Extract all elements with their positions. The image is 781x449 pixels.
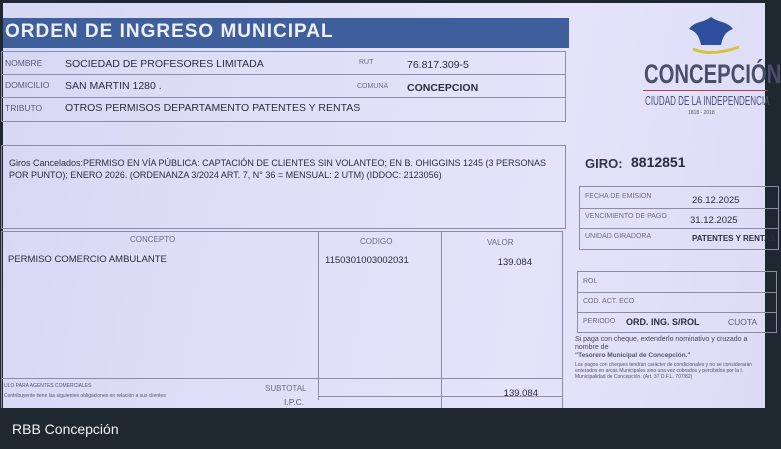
rol-box (577, 271, 777, 333)
fecha-label: FECHA DE EMISION (585, 193, 652, 200)
subtotal-value: 139.084 (503, 388, 538, 399)
footer-note: ULO PARA AGENTES COMERCIALES (4, 383, 92, 389)
payment-notes (575, 336, 761, 380)
domicilio-value: SAN MARTIN 1280 . (65, 80, 162, 92)
cod-act-label: COD. ACT. ECO (583, 298, 635, 305)
document-photo (3, 3, 781, 408)
nombre-value: SOCIEDAD DE PROFESORES LIMITADA (65, 58, 264, 70)
cheque-note: Si paga con cheque, extenderlo nominativo y cruzado a nombre de (575, 336, 748, 351)
rut-value: 76.817.309-5 (407, 59, 469, 71)
ipc-label: I.P.C. (284, 397, 305, 407)
unidad-label: UNIDAD GIRADORA (585, 233, 652, 240)
unidad-value: PATENTES Y RENTAS (692, 234, 776, 243)
tributo-value: OTROS PERMISOS DEPARTAMENTO PATENTES Y RENTAS (65, 102, 361, 114)
tesorero-note: "Tesorero Municipal de Concepción." (575, 352, 691, 359)
dates-box (579, 186, 779, 250)
comuna-value: CONCEPCION (407, 82, 479, 94)
header-codigo: CODIGO (360, 237, 393, 246)
giro-label: GIRO: (585, 156, 623, 171)
row-valor: 139.084 (497, 257, 532, 268)
tributo-label: TRIBUTO (5, 103, 43, 113)
eagle-icon (681, 15, 741, 55)
periodo-value: ORD. ING. S/ROL (626, 317, 700, 327)
rol-label: ROL (583, 278, 598, 285)
concepcion-logo (643, 13, 781, 123)
subtotal-label: SUBTOTAL (265, 384, 307, 393)
legal-note: Los pagos con cheques tendrán carácter de condicionales y no se considerarán enterados en arcas Municipales sino una vez cobrados y percibidos por la I. Municipalidad de Concepción. (Art. 37 D.F.L. 707/82) (575, 362, 753, 380)
image-caption: RBB Concepción (0, 408, 768, 449)
venc-value: 31.12.2025 (690, 215, 738, 226)
concept-table (1, 231, 563, 421)
footer-note-2: Contribuyente tiene las siguientes obligaciones en relación a sus clientes (4, 393, 166, 399)
periodo-label: PERIODO (583, 318, 616, 325)
logo-name: CONCEPCIÓN (644, 59, 781, 89)
domicilio-label: DOMICILIO (5, 80, 50, 90)
comuna-label: COMUNA (357, 83, 389, 90)
row-codigo: 1150301003002031 (325, 255, 409, 266)
row-concepto: PERMISO COMERCIO AMBULANTE (8, 254, 167, 265)
venc-label: VENCIMIENTO DE PAGO (585, 213, 667, 220)
header-concepto: CONCEPTO (130, 235, 176, 244)
header-valor: VALOR (487, 238, 514, 247)
cuota-label: CUOTA (728, 317, 758, 327)
giros-text: Giros Cancelados:PERMISO EN VÍA PÚBLICA: CAPTACIÓN DE CLIENTES SIN VOLANTEO; EN B. OHIGGINS 1245 (3 PERSONAS POR PUNTO); ENERO 2026. (ORDENANZA 3/2024 ART. 7, N° 36 = MENSUAL: 2 UTM) (IDDOC: 2123056) (9, 158, 546, 180)
nombre-label: NOMBRE (5, 58, 43, 68)
giro-number: 8812851 (631, 154, 686, 170)
document-title: ORDEN DE INGRESO MUNICIPAL (3, 18, 569, 48)
logo-years: 1818 - 2018 (688, 110, 715, 116)
taxpayer-box (1, 51, 566, 122)
rut-label: RUT (359, 59, 374, 66)
logo-tagline: CIUDAD DE LA INDEPENDENCIA (645, 93, 770, 108)
fecha-value: 26.12.2025 (692, 195, 740, 206)
giros-box (1, 145, 566, 229)
